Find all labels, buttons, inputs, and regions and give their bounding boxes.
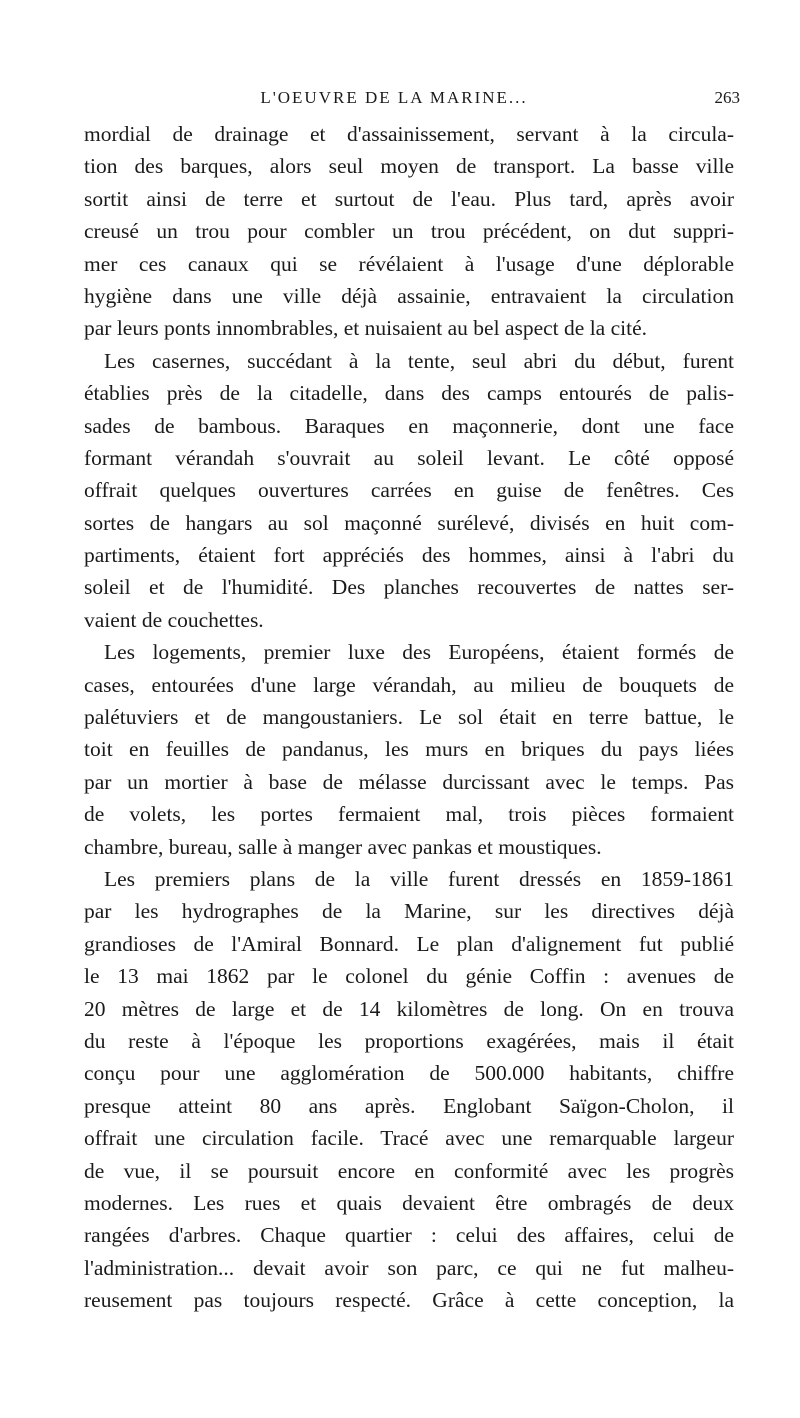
- text-line: soleil et de l'humidité. Des planches recouvertes de nattes ser-: [84, 575, 734, 600]
- text-line: hygiène dans une ville déjà assainie, entravaient la circulation: [84, 283, 734, 308]
- text-line: mordial de drainage et d'assainissement, servant à la circula-: [84, 122, 734, 146]
- text-line: creusé un trou pour combler un trou précédent, on dut suppri-: [84, 219, 734, 244]
- text-line: rangées d'arbres. Chaque quartier : celui des affaires, celui de: [84, 1223, 734, 1248]
- body-text: [84, 118, 734, 1316]
- text-line: mer ces canaux qui se révélaient à l'usage d'une déplorable: [84, 251, 734, 276]
- text-line: par un mortier à base de mélasse durcissant avec le temps. Pas: [84, 769, 734, 794]
- text-line: offrait quelques ouvertures carrées en guise de fenêtres. Ces: [84, 478, 734, 503]
- text-line: l'administration... devait avoir son parc, ce qui ne fut malheu-: [84, 1255, 734, 1280]
- text-line: sortes de hangars au sol maçonné surélevé, divisés en huit com-: [84, 510, 734, 535]
- text-line: offrait une circulation facile. Tracé avec une remarquable largeur: [84, 1126, 734, 1151]
- text-line: de volets, les portes fermaient mal, trois pièces formaient: [84, 802, 734, 827]
- paragraph-start-line: Les logements, premier luxe des Européens, étaient formés de: [104, 640, 734, 665]
- text-line: le 13 mai 1862 par le colonel du génie Coffin : avenues de: [84, 964, 734, 989]
- text-line: palétuviers et de mangoustaniers. Le sol était en terre battue, le: [84, 705, 734, 730]
- text-line: sades de bambous. Baraques en maçonnerie, dont une face: [84, 413, 734, 438]
- paragraph-start-line: Les premiers plans de la ville furent dressés en 1859-1861: [104, 866, 734, 891]
- text-line: conçu pour une agglomération de 500.000 habitants, chiffre: [84, 1061, 734, 1086]
- page-number: 263: [714, 88, 740, 107]
- text-line: 20 mètres de large et de 14 kilomètres de long. On en trouva: [84, 996, 734, 1021]
- text-line: du reste à l'époque les proportions exagérées, mais il était: [84, 1028, 734, 1053]
- text-line: grandioses de l'Amiral Bonnard. Le plan d'alignement fut publié: [84, 931, 734, 956]
- text-line: de vue, il se poursuit encore en conformité avec les progrès: [84, 1158, 734, 1183]
- text-line: sortit ainsi de terre et surtout de l'eau. Plus tard, après avoir: [84, 186, 734, 211]
- text-line: tion des barques, alors seul moyen de transport. La basse ville: [84, 154, 734, 179]
- text-line: établies près de la citadelle, dans des camps entourés de palis-: [84, 381, 734, 406]
- text-line: cases, entourées d'une large vérandah, au milieu de bouquets de: [84, 672, 734, 697]
- text-line: formant vérandah s'ouvrait au soleil levant. Le côté opposé: [84, 445, 734, 470]
- paragraph-start-line: Les casernes, succédant à la tente, seul abri du début, furent: [104, 348, 734, 373]
- text-line: reusement pas toujours respecté. Grâce à cette conception, la: [84, 1288, 734, 1313]
- running-header: [84, 88, 740, 112]
- text-line: vaient de couchettes.: [84, 607, 264, 632]
- text-line: par les hydrographes de la Marine, sur les directives déjà: [84, 899, 734, 924]
- text-line: par leurs ponts innombrables, et nuisaient au bel aspect de la cité.: [84, 316, 647, 341]
- text-line: chambre, bureau, salle à manger avec pankas et moustiques.: [84, 834, 602, 859]
- text-line: partiments, étaient fort appréciés des hommes, ainsi à l'abri du: [84, 543, 734, 568]
- text-line: modernes. Les rues et quais devaient être ombragés de deux: [84, 1190, 734, 1215]
- running-title: L'OEUVRE DE LA MARINE...: [260, 88, 528, 107]
- text-line: presque atteint 80 ans après. Englobant Saïgon-Cholon, il: [84, 1093, 734, 1118]
- text-line: toit en feuilles de pandanus, les murs en briques du pays liées: [84, 737, 734, 762]
